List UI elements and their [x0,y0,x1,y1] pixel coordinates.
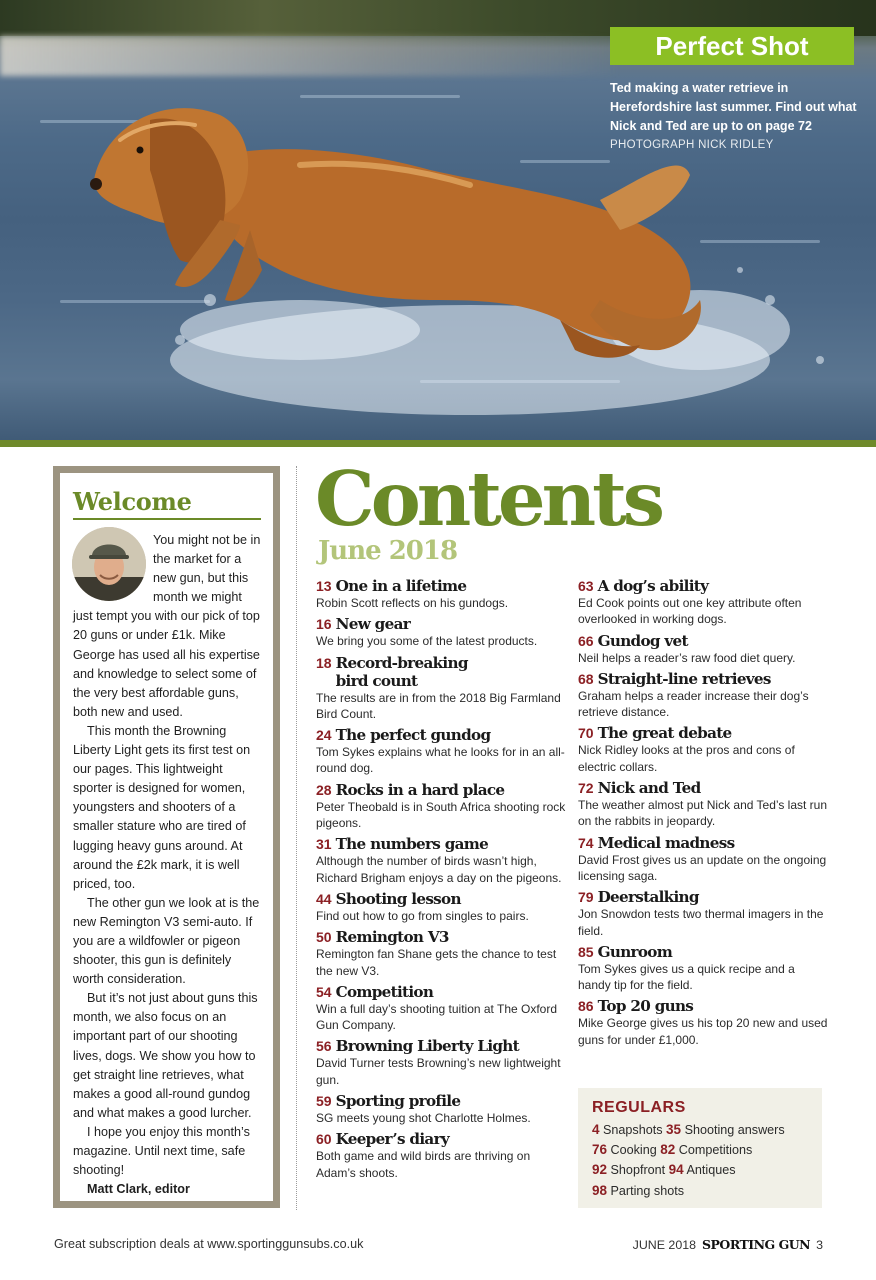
page-footer [633,1237,823,1252]
page-number: 86 [578,998,594,1015]
hero-photo [0,0,876,442]
contents-entry[interactable] [578,577,828,628]
issue-date: June 2018 [318,536,458,566]
regular-label[interactable]: Cooking [610,1143,657,1158]
page-number: 60 [316,1131,332,1148]
regular-label[interactable]: Snapshots [603,1123,663,1137]
entry-description: Jon Snowdon tests two thermal imagers in the field. [578,907,824,938]
contents-column-left [316,577,566,1185]
welcome-paragraph: I hope you enjoy this month’s magazine. Until next time, safe shooting! [73,1124,250,1178]
welcome-title: Welcome [73,487,192,516]
editor-signature: Matt Clark, editor [87,1182,190,1197]
page-number: 54 [316,983,332,1000]
entry-description: Neil helps a reader’s raw food diet query. [578,650,796,665]
page-number: 85 [578,943,594,960]
entry-title: The great debate [597,724,732,743]
entry-title: A dog’s ability [597,577,709,595]
perfect-shot-banner: Perfect Shot [610,27,854,65]
page-number: 31 [316,836,332,853]
regular-page: 94 [668,1162,684,1178]
welcome-box [53,466,280,1208]
page-number: 28 [316,781,332,798]
entry-description: Win a full day’s shooting tuition at The Oxford Gun Company. [316,1001,558,1033]
entry-title: One in a lifetime [335,577,467,595]
page-number: 56 [316,1038,332,1055]
page-number: 72 [578,780,594,797]
contents-entry[interactable] [578,670,828,721]
entry-description: Tom Sykes gives us a quick recipe and a handy tip for the field. [578,961,795,993]
entry-description: The results are in from the 2018 Big Farmland Bird Count. [316,690,561,721]
entry-description: SG meets young shot Charlotte Holmes. [316,1111,531,1126]
welcome-paragraph: But it’s not just about guns this month, we also focus on an important part of our shooting lives, dogs. We show you how to get straight line retrieves, what makes a good all-round gundog and what makes a good lurcher. [73,991,258,1120]
entry-description: Peter Theobald is in South Africa shooting rock pigeons. [316,799,566,831]
regular-page: 92 [592,1162,608,1178]
contents-entry[interactable] [316,835,566,886]
entry-title: Remington V3 [335,928,449,947]
regular-page: 82 [660,1142,676,1158]
photo-credit-label: PHOTOGRAPH [610,139,695,151]
entry-description: Graham helps a reader increase their dog’s retrieve distance. [578,688,809,720]
contents-entry[interactable] [578,943,828,994]
entry-title: Gunroom [597,942,673,961]
entry-title: The perfect gundog [335,726,491,745]
regular-page: 4 [592,1122,600,1137]
contents-entry[interactable] [316,890,566,924]
regular-label[interactable]: Shooting answers [684,1123,785,1137]
contents-entry[interactable] [316,983,566,1034]
welcome-rule [73,518,261,520]
contents-entry[interactable] [578,779,828,830]
entry-title: Browning Liberty Light [335,1037,519,1056]
page-number: 16 [316,616,332,633]
page-number: 13 [316,578,332,594]
entry-description: Tom Sykes explains what he looks for in an all-round dog. [316,745,565,776]
entry-description: Remington fan Shane gets the chance to test the new V3. [316,947,557,978]
footer-page-number: 3 [816,1238,823,1252]
regulars-line [592,1181,808,1201]
page-number: 63 [578,578,594,594]
page-number: 66 [578,632,594,649]
welcome-paragraph: This month the Browning Liberty Light gets its first test on our pages. This lightweight sporter is designed for women, youngsters and shooters of a smaller stature who are tired of lugging heavy guns around. At around the £2k mark, it is well priced, too. [73,723,251,891]
contents-entry[interactable] [316,1092,566,1126]
column-divider [296,466,297,1210]
entry-title: Record-breaking bird count [335,653,468,690]
page-number: 68 [578,670,594,687]
page-number: 44 [316,890,332,907]
entry-description: David Turner tests Browning’s new lightweight gun. [316,1056,561,1087]
contents-entry[interactable] [578,834,828,885]
entry-description: Mike George gives us his top 20 new and used guns for under £1,000. [578,1016,828,1047]
contents-entry[interactable] [316,726,566,777]
contents-title: Contents [315,455,662,543]
page-number: 59 [316,1093,332,1110]
contents-entry[interactable] [578,632,828,666]
regular-label[interactable]: Shopfront [610,1163,666,1178]
page-number: 18 [316,654,332,671]
regular-label[interactable]: Competitions [678,1143,753,1158]
contents-entry[interactable] [578,997,828,1048]
page-number: 79 [578,889,594,906]
entry-title: Competition [335,982,434,1001]
page-number: 70 [578,725,594,742]
welcome-body [73,531,263,1199]
entry-title: Gundog vet [597,631,688,650]
regular-label[interactable]: Parting shots [610,1183,685,1198]
regular-label[interactable]: Antiques [686,1163,736,1178]
contents-entry[interactable] [316,1130,566,1181]
contents-column-right [578,577,828,1052]
regular-page: 76 [592,1142,608,1158]
spaniel-water-retrieve-icon [0,0,876,442]
entry-title: Shooting lesson [335,889,461,908]
contents-entry[interactable] [316,577,566,611]
photo-credit [610,137,860,153]
regulars-box [578,1088,822,1208]
entry-title: Straight-line retrieves [597,669,771,688]
entry-title: Medical madness [597,833,735,852]
entry-title: The numbers game [335,835,489,854]
green-divider-strip [0,440,876,447]
photo-credit-name: NICK RIDLEY [698,139,774,151]
photo-caption: Ted making a water retrieve in Herefordshire last summer. Find out what Nick and Ted are up to on page 72 [610,81,857,133]
regulars-line [592,1120,808,1140]
entry-title: Deerstalking [597,888,699,907]
entry-description: Robin Scott reflects on his gundogs. [316,596,509,610]
page-number: 74 [578,834,594,851]
entry-description: Nick Ridley looks at the pros and cons of electric collars. [578,743,795,774]
contents-entry[interactable] [578,724,828,775]
entry-title: Sporting profile [335,1092,461,1111]
entry-description: Although the number of birds wasn’t high, Richard Brigham enjoys a day on the pigeons. [316,854,562,885]
magazine-name: SPORTING GUN [702,1237,811,1252]
entry-description: David Frost gives us an update on the ongoing licensing saga. [578,852,827,883]
entry-title: Top 20 guns [597,997,694,1016]
welcome-paragraph: The other gun we look at is the new Remington V3 semi-auto. If you are a wildfowler or pigeon shooter, this gun is definitely worth consideration. [73,895,260,987]
contents-entry[interactable] [316,928,566,979]
footer-issue: JUNE 2018 [632,1238,696,1252]
entry-description: Both game and wild birds are thriving on Adam’s shoots. [316,1149,531,1180]
entry-description: The weather almost put Nick and Ted’s last run on the rabbits in jeopardy. [578,798,828,829]
entry-description: We bring you some of the latest products. [316,634,538,649]
contents-entry[interactable] [316,781,566,832]
regulars-line [592,1160,808,1180]
contents-entry[interactable] [578,888,828,939]
page-number: 24 [316,727,332,744]
entry-title: Nick and Ted [597,779,701,798]
entry-title: Keeper’s diary [335,1130,449,1149]
welcome-paragraph: You might not be in the market for a new gun, but this month we might just tempt you with our pick of top 20 guns or under £1k. Mike George has used all his expertise and knowledge to select some of the very best affordable guns, both new and used. [73,533,261,719]
entry-description: Find out how to go from singles to pairs. [316,908,529,923]
page-number: 50 [316,929,332,946]
regulars-line [592,1140,808,1160]
regular-page: 98 [592,1182,608,1198]
contents-entry[interactable] [316,654,566,723]
regulars-title: REGULARS [592,1099,686,1116]
entry-title: New gear [335,615,411,634]
contents-entry[interactable] [316,615,566,649]
subscription-link[interactable]: Great subscription deals at www.sportinggunsubs.co.uk [54,1237,364,1251]
entry-description: Ed Cook points out one key attribute often overlooked in working dogs. [578,596,802,627]
regular-page: 35 [666,1122,682,1137]
contents-entry[interactable] [316,1037,566,1088]
entry-title: Rocks in a hard place [335,780,505,799]
